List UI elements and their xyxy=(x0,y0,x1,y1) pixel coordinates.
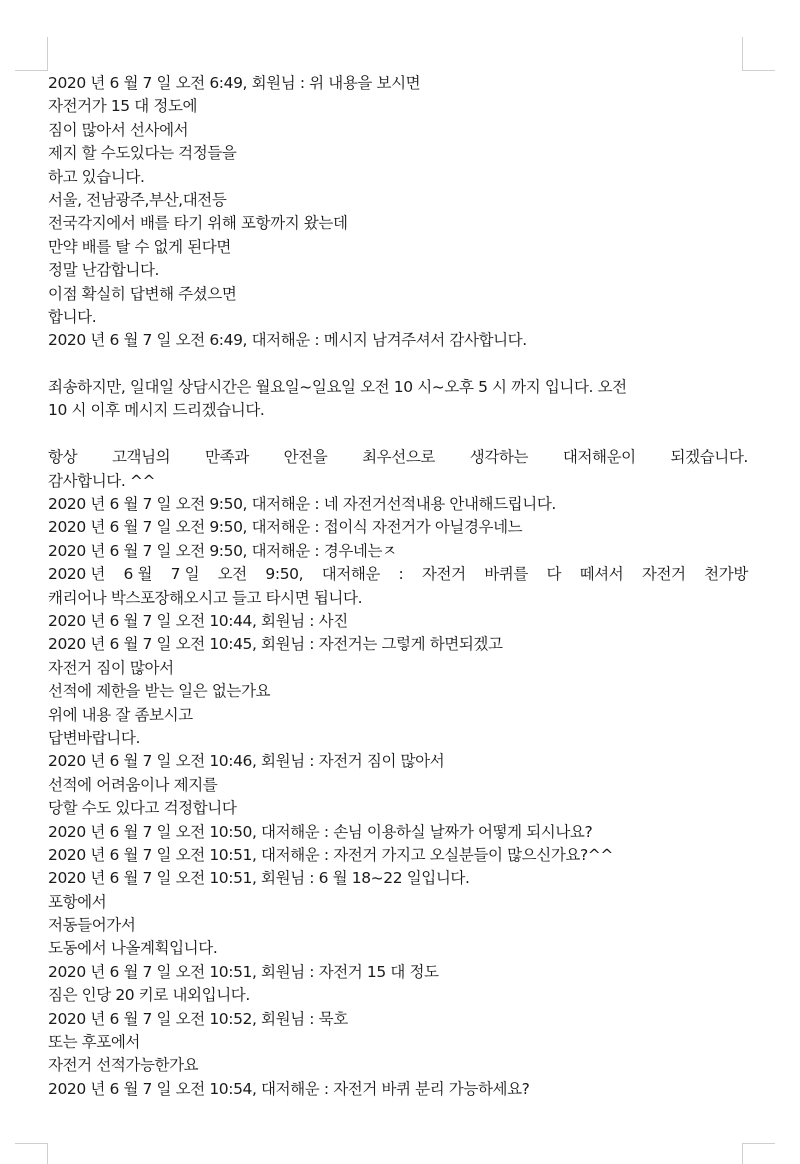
word: 다 xyxy=(546,565,562,584)
word: 오전 xyxy=(217,565,247,584)
text-line: 선적에 제한을 받는 일은 없는가요 xyxy=(48,682,271,701)
text-line: 2020 년 6 월 7 일 오전 10:51, 대저해운 : 자전거 가지고 오실분들이 많으신가요?^^ xyxy=(48,845,613,864)
word: 최우선으로 xyxy=(362,448,435,467)
text-line xyxy=(48,563,748,586)
word: 안전을 xyxy=(283,448,328,467)
text-line: 2020 년 6 월 7 일 오전 10:51, 회원님 : 6 월 18~22 일입니다. xyxy=(48,869,470,888)
text-line: 자전거가 15 대 정도에 xyxy=(48,97,198,116)
text-line: 2020 년 6 월 7 일 오전 6:49, 회원님 : 위 내용을 보시면 xyxy=(48,74,421,92)
word: 바퀴를 xyxy=(484,565,528,584)
word: 대저해운이 xyxy=(562,448,636,467)
page-corner-mark-top-right xyxy=(742,37,775,71)
word: : xyxy=(398,565,404,584)
text-line: 만약 배를 탈 수 없게 된다면 xyxy=(48,237,231,256)
document-page xyxy=(48,72,748,1101)
text-line: 감사합니다. ^^ xyxy=(48,471,156,490)
word: 자전거 xyxy=(421,565,466,584)
text-line: 2020 년 6 월 7 일 오전 9:50, 대저해운 : 네 자전거선적내용 안내해드립니다. xyxy=(48,495,556,514)
text-line: 캐리어나 박스포장해오시고 들고 타시면 됩니다. xyxy=(48,588,363,607)
word: 6 월 xyxy=(123,565,153,584)
text-line: 2020 년 6 월 7 일 오전 10:45, 회원님 : 자전거는 그렇게 하면되겠고 xyxy=(48,635,503,654)
page-corner-mark-bottom-left xyxy=(15,1143,48,1164)
text-line: 자전거 선적가능한가요 xyxy=(48,1056,199,1075)
text-line: 합니다. xyxy=(48,307,97,326)
text-line: 2020 년 6 월 7 일 오전 10:44, 회원님 : 사진 xyxy=(48,611,348,630)
blank-line xyxy=(48,353,748,376)
word: 만족과 xyxy=(205,448,249,467)
text-line: 2020 년 6 월 7 일 오전 10:52, 회원님 : 묵호 xyxy=(48,1009,348,1028)
word: 대저해운 xyxy=(321,565,380,584)
text-line: 2020 년 6 월 7 일 오전 10:54, 대저해운 : 자전거 바퀴 분리 가능하세요? xyxy=(48,1079,530,1098)
text-line: 2020 년 6 월 7 일 오전 9:50, 대저해운 : 접이식 자전거가 아닐경우네느 xyxy=(48,518,523,537)
text-line xyxy=(48,446,748,469)
word: 천가방 xyxy=(704,565,748,584)
text-line: 전국각지에서 배를 타기 위해 포항까지 왔는데 xyxy=(48,214,348,233)
text-line: 2020 년 6 월 7 일 오전 6:49, 대저해운 : 메시지 남겨주셔서 감사합니다. xyxy=(48,331,527,350)
page-corner-mark-top-left xyxy=(15,37,48,71)
text-line: 도동에서 나올계획입니다. xyxy=(48,939,218,958)
text-line: 자전거 짐이 많아서 xyxy=(48,658,174,677)
text-line: 죄송하지만, 일대일 상담시간은 월요일~일요일 오전 10 시~오후 5 시 까지 입니다. 오전 xyxy=(48,378,627,397)
page-corner-mark-bottom-right xyxy=(742,1143,775,1164)
word: 떼셔서 xyxy=(579,565,624,584)
blank-line xyxy=(48,423,748,446)
word: 2020 년 xyxy=(48,565,105,584)
text-line: 답변바랍니다. xyxy=(48,728,140,747)
text-line: 저동들어가서 xyxy=(48,916,136,935)
word: 생각하는 xyxy=(469,448,529,467)
text-line: 2020 년 6 월 7 일 오전 9:50, 대저해운 : 경우네는ㅈ xyxy=(48,541,397,560)
word: 자전거 xyxy=(641,565,686,584)
word: 7 일 xyxy=(170,565,200,584)
text-line: 10 시 이후 메시지 드리겠습니다. xyxy=(48,401,265,420)
text-line: 위에 내용 잘 좀보시고 xyxy=(48,705,193,724)
text-line: 2020 년 6 월 7 일 오전 10:51, 회원님 : 자전거 15 대 정도 xyxy=(48,962,439,981)
word: 항상 xyxy=(48,448,78,467)
text-line: 짐이 많아서 선사에서 xyxy=(48,120,189,139)
text-line: 이점 확실히 답변해 주셨으면 xyxy=(48,284,237,303)
text-line: 제지 할 수도있다는 걱정들을 xyxy=(48,144,237,163)
text-line: 당할 수도 있다고 걱정합니다 xyxy=(48,799,237,818)
text-line: 2020 년 6 월 7 일 오전 10:46, 회원님 : 자전거 짐이 많아서 xyxy=(48,752,445,771)
text-line: 하고 있습니다. xyxy=(48,167,145,186)
word: 되겠습니다. xyxy=(670,448,748,467)
text-line: 서울, 전남광주,부산,대전등 xyxy=(48,190,227,209)
text-line: 짐은 인당 20 키로 내외입니다. xyxy=(48,986,250,1005)
text-line: 정말 난감합니다. xyxy=(48,261,160,280)
text-line: 2020 년 6 월 7 일 오전 10:50, 대저해운 : 손님 이용하실 날짜가 어떻게 되시나요? xyxy=(48,822,593,841)
word: 9:50, xyxy=(265,565,304,584)
text-line: 또는 후포에서 xyxy=(48,1033,140,1052)
text-line: 포항에서 xyxy=(48,892,107,911)
text-line: 선적에 어려움이나 제지를 xyxy=(48,775,218,794)
word: 고객님의 xyxy=(111,448,171,467)
